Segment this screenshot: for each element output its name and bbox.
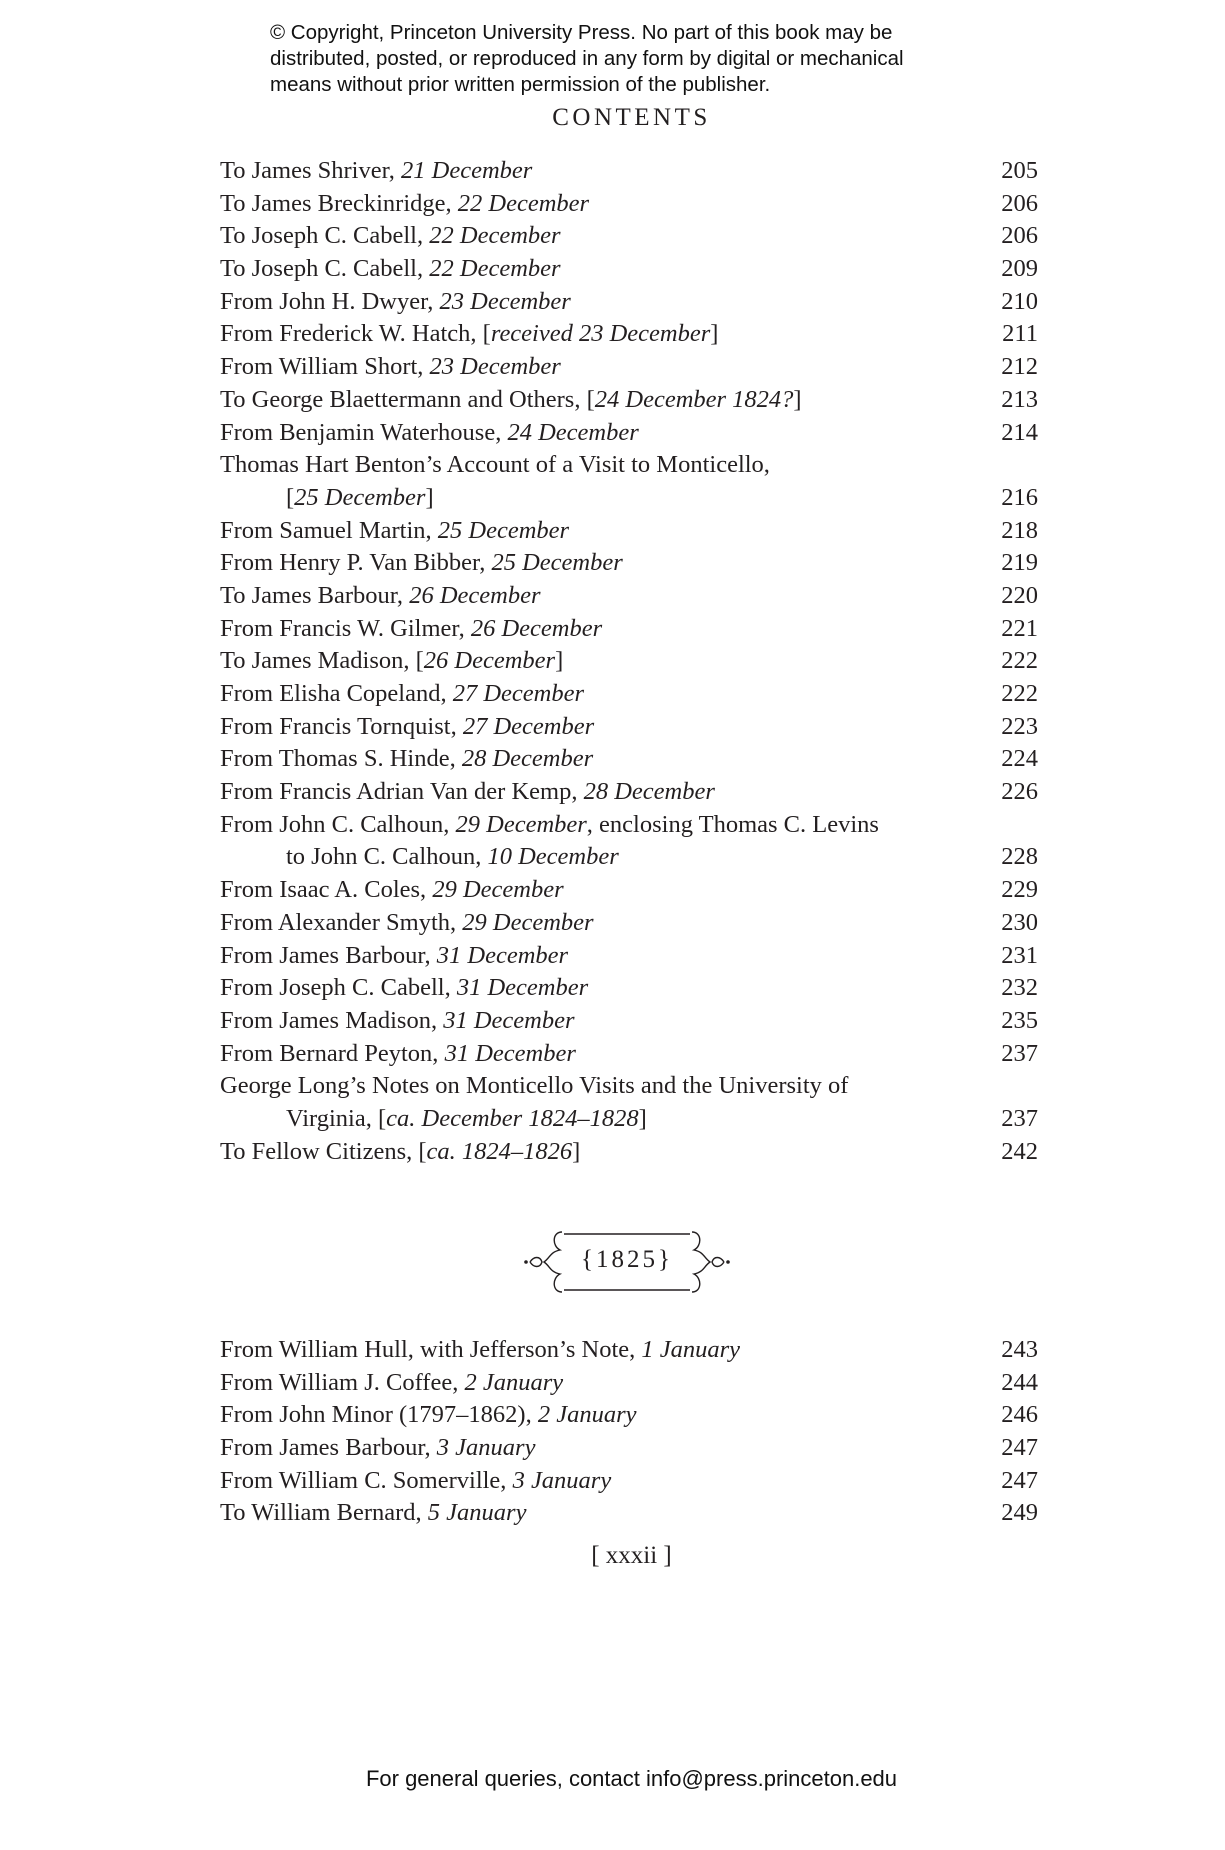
toc-entry-text: [ (286, 483, 295, 511)
toc-page-number: 235 (1001, 1006, 1038, 1034)
toc-entry-date: 26 December (470, 614, 603, 642)
toc-entry-text: From John Minor (1797–1862), (220, 1401, 538, 1429)
toc-entry-date: 3 January (436, 1434, 536, 1462)
toc-entry-title (220, 417, 639, 450)
toc-entry-title (286, 482, 434, 515)
toc-entry (220, 743, 1038, 776)
toc-page-number: 222 (1001, 680, 1038, 707)
toc-page-number: 213 (1001, 385, 1038, 413)
toc-entry-date: 22 December (457, 189, 590, 217)
toc-entry-date: 31 December (436, 941, 569, 969)
toc-page-number: 246 (1001, 1401, 1038, 1429)
toc-entry (220, 220, 1038, 253)
toc-entry-continuation (220, 1103, 1038, 1136)
toc-page-number: 232 (1001, 974, 1038, 1002)
toc-entry (220, 1432, 1038, 1465)
toc-entry-text: From Joseph C. Cabell, (220, 974, 457, 1002)
toc-entry-text: From Thomas S. Hinde, (220, 745, 462, 773)
toc-entry-title (220, 1399, 637, 1432)
toc-entry-text: From Francis Tornquist, (220, 712, 463, 740)
toc-entry-text: ] (638, 1104, 647, 1132)
toc-entry-date: 2 January (464, 1368, 564, 1396)
toc-entry-title (220, 286, 571, 319)
toc-entry-title (286, 1103, 647, 1136)
toc-entry-text: To George Blaettermann and Others, [ (220, 385, 595, 413)
toc-entry-date: 27 December (462, 712, 595, 740)
toc-entry-date: 1 January (641, 1336, 741, 1363)
toc-entry-continuation (220, 841, 1038, 874)
toc-entry-text: ] (555, 647, 564, 675)
toc-entry-text: From Bernard Peyton, (220, 1039, 445, 1067)
toc-entry-date: 23 December (429, 353, 561, 381)
toc-entry (220, 972, 1038, 1005)
toc-entry-date: received 23 December (490, 320, 711, 348)
toc-entry-title (220, 384, 802, 417)
toc-entry-date: 10 December (487, 843, 619, 871)
copyright-line: means without prior written permission of the publisher. (270, 73, 771, 96)
toc-entry-text: , enclosing Thomas C. Levins (586, 810, 879, 838)
year-heading: {1825} (581, 1246, 673, 1273)
toc-page-number: 247 (1001, 1466, 1038, 1494)
toc-page-number: 243 (1001, 1336, 1038, 1363)
toc-entry-text: To Joseph C. Cabell, (220, 255, 430, 283)
toc-entry-date: 31 December (444, 1039, 576, 1067)
toc-entry-date: 24 December 1824? (594, 385, 794, 413)
toc-entry (220, 253, 1038, 286)
toc-entry-text: To Joseph C. Cabell, (220, 222, 430, 250)
toc-entry-title (220, 711, 594, 744)
toc-entry-title (220, 1334, 740, 1367)
toc-entry (220, 155, 1038, 188)
toc-page-number: 219 (1001, 549, 1038, 577)
toc-entry (220, 940, 1038, 973)
toc-entry-date: 25 December (491, 549, 623, 577)
toc-entry-text: To James Breckinridge, (220, 189, 458, 217)
toc-entry-title (220, 1465, 611, 1498)
copyright-notice (270, 20, 1030, 98)
toc-entry-date: ca. December 1824–1828 (386, 1104, 639, 1132)
toc-page-number: 229 (1001, 876, 1038, 904)
toc-entry-title (220, 776, 715, 809)
toc-page-number: 231 (1001, 941, 1038, 969)
toc-entry-title (220, 972, 588, 1005)
toc-entry (220, 417, 1038, 450)
toc-entry-title (220, 809, 879, 842)
toc-page-number: 212 (1001, 353, 1038, 381)
toc-entry-date: 25 December (437, 516, 570, 544)
toc-entry-continuation (220, 482, 1038, 515)
toc-entry (220, 776, 1038, 809)
toc-page-number: 206 (1001, 222, 1038, 250)
toc-entry-title (220, 515, 569, 548)
toc-entry-title (220, 155, 532, 188)
toc-entry (220, 678, 1038, 711)
toc-entry-date: 23 December (439, 287, 571, 315)
toc-list-1824 (220, 155, 1038, 1168)
toc-page-number: 237 (1001, 1039, 1038, 1067)
toc-entry-title (286, 841, 619, 874)
toc-page-number: 209 (1001, 255, 1038, 283)
toc-entry-date: 31 December (443, 1006, 575, 1034)
toc-entry-text: From Henry P. Van Bibber, (220, 549, 492, 577)
toc-entry (220, 874, 1038, 907)
toc-entry-text: From Samuel Martin, (220, 516, 438, 544)
toc-page-number: 237 (1001, 1104, 1038, 1132)
toc-entry (220, 907, 1038, 940)
toc-entry-date: 31 December (456, 974, 589, 1002)
toc-page-number: 214 (1001, 418, 1038, 446)
toc-entry-title (220, 449, 770, 482)
toc-list-1825 (220, 1334, 1038, 1530)
toc-entry-title (220, 1136, 580, 1169)
toc-page-number: 247 (1001, 1434, 1038, 1462)
toc-entry-date: 22 December (429, 222, 561, 250)
toc-entry-text: From John H. Dwyer, (220, 287, 440, 315)
toc-entry (220, 515, 1038, 548)
page-number: [ xxxii ] (591, 1542, 672, 1569)
toc-entry-text: From William Hull, with Jefferson’s Note, (220, 1336, 642, 1363)
toc-page-number: 228 (1001, 843, 1038, 871)
toc-entry-date: 29 December (462, 908, 594, 936)
toc-page-number: 222 (1001, 647, 1038, 675)
toc-entry-title (220, 1497, 526, 1530)
toc-page-number: 224 (1001, 745, 1038, 773)
copyright-line: © Copyright, Princeton University Press. No part of this book may be (270, 21, 893, 44)
toc-entry-text: From Francis Adrian Van der Kemp, (220, 778, 584, 806)
toc-entry-title (220, 318, 718, 351)
toc-entry-title (220, 645, 563, 678)
toc-entry (220, 1136, 1038, 1169)
copyright-line: distributed, posted, or reproduced in any form by digital or mechanical (270, 47, 904, 70)
footer-contact: For general queries, contact info@press.princeton.edu (365, 1766, 898, 1791)
toc-entry-date: 24 December (507, 418, 639, 446)
toc-entry (220, 1334, 1038, 1367)
toc-page-number: 205 (1001, 157, 1038, 184)
toc-entry-date: 29 December (432, 876, 564, 904)
toc-entry-text: to John C. Calhoun, (286, 843, 488, 871)
toc-entry (220, 809, 1038, 842)
toc-entry-date: 5 January (427, 1499, 527, 1527)
toc-entry (220, 188, 1038, 221)
toc-entry-text: ] (710, 320, 719, 348)
toc-entry-title (220, 580, 540, 613)
toc-entry-text: From William Short, (220, 353, 430, 381)
toc-entry-title (220, 1038, 576, 1071)
toc-entry-date: 27 December (452, 680, 585, 707)
toc-entry-title (220, 351, 561, 384)
toc-entry-text: From Isaac A. Coles, (220, 876, 433, 904)
toc-entry-title (220, 220, 561, 253)
toc-entry (220, 1070, 1038, 1103)
toc-entry-text: ] (572, 1137, 581, 1165)
toc-entry-text: From Benjamin Waterhouse, (220, 418, 508, 446)
toc-entry-date: 21 December (401, 157, 533, 184)
toc-entry (220, 547, 1038, 580)
toc-entry-text: From William J. Coffee, (220, 1368, 465, 1396)
toc-page-number: 249 (1001, 1499, 1038, 1527)
toc-entry-text: ] (425, 483, 434, 511)
toc-entry-date: 28 December (461, 745, 594, 773)
toc-entry (220, 1399, 1038, 1432)
toc-entry-date: 22 December (429, 255, 561, 283)
toc-entry-text: From James Barbour, (220, 941, 437, 969)
toc-entry-text: To James Shriver, (220, 157, 402, 184)
toc-entry-date: 29 December (455, 810, 587, 838)
toc-entry (220, 613, 1038, 646)
toc-entry-date: 28 December (583, 778, 715, 806)
toc-entry-text: George Long’s Notes on Monticello Visits and the University of (220, 1072, 849, 1100)
toc-entry-title (220, 678, 584, 711)
toc-page-number: 226 (1001, 778, 1038, 806)
toc-page-number: 244 (1001, 1368, 1038, 1396)
toc-page-number: 221 (1001, 614, 1038, 642)
toc-entry (220, 1367, 1038, 1400)
toc-entry-title (220, 907, 594, 940)
toc-entry-text: ] (793, 385, 802, 413)
toc-entry (220, 711, 1038, 744)
toc-entry-text: From John C. Calhoun, (220, 810, 456, 838)
toc-page-number: 211 (1002, 320, 1038, 348)
toc-entry-date: 26 December (423, 647, 556, 675)
toc-entry-date: 26 December (409, 581, 541, 609)
toc-entry-date: ca. 1824–1826 (426, 1137, 573, 1165)
toc-entry-text: To James Madison, [ (220, 647, 424, 675)
toc-entry-title (220, 940, 568, 973)
toc-entry (220, 286, 1038, 319)
toc-page-number: 223 (1001, 712, 1038, 740)
toc-page-number: 218 (1001, 516, 1038, 544)
toc-page-number: 242 (1001, 1137, 1038, 1165)
toc-entry-title (220, 253, 561, 286)
toc-entry (220, 1465, 1038, 1498)
toc-entry-title (220, 874, 564, 907)
toc-entry (220, 449, 1038, 482)
toc-entry (220, 1497, 1038, 1530)
toc-entry-title (220, 1432, 535, 1465)
toc-entry (220, 1005, 1038, 1038)
toc-entry-text: From Francis W. Gilmer, (220, 614, 471, 642)
toc-entry-text: From Frederick W. Hatch, [ (220, 320, 491, 348)
toc-entry (220, 384, 1038, 417)
toc-entry-date: 3 January (512, 1466, 612, 1494)
toc-entry (220, 318, 1038, 351)
toc-page-number: 230 (1001, 908, 1038, 936)
toc-entry-title (220, 613, 602, 646)
toc-entry-text: Thomas Hart Benton’s Account of a Visit to Monticello, (220, 451, 770, 479)
page-title: CONTENTS (552, 104, 711, 131)
toc-entry-date: 25 December (294, 483, 426, 511)
toc-entry-text: From James Madison, (220, 1006, 444, 1034)
toc-entry-title (220, 1070, 848, 1103)
toc-page-number: 216 (1001, 483, 1038, 511)
toc-page-number: 220 (1001, 581, 1038, 609)
toc-entry-text: To James Barbour, (220, 581, 410, 609)
toc-entry-text: From James Barbour, (220, 1434, 437, 1462)
toc-entry (220, 645, 1038, 678)
toc-entry-title (220, 1005, 575, 1038)
toc-entry-text: From Alexander Smyth, (220, 908, 463, 936)
toc-entry-date: 2 January (537, 1401, 637, 1429)
toc-entry-title (220, 188, 589, 221)
toc-entry-text: From Elisha Copeland, (220, 680, 453, 707)
toc-entry-text: To William Bernard, (220, 1499, 428, 1527)
year-ornament (522, 1226, 732, 1298)
toc-entry (220, 1038, 1038, 1071)
toc-entry (220, 580, 1038, 613)
toc-entry-text: To Fellow Citizens, [ (220, 1137, 427, 1165)
toc-entry (220, 351, 1038, 384)
toc-entry-title (220, 547, 623, 580)
toc-entry-text: From William C. Somerville, (220, 1466, 513, 1494)
toc-entry-text: Virginia, [ (286, 1104, 387, 1132)
toc-page-number: 210 (1001, 287, 1038, 315)
toc-entry-title (220, 743, 593, 776)
toc-entry-title (220, 1367, 563, 1400)
toc-page-number: 206 (1001, 189, 1038, 217)
